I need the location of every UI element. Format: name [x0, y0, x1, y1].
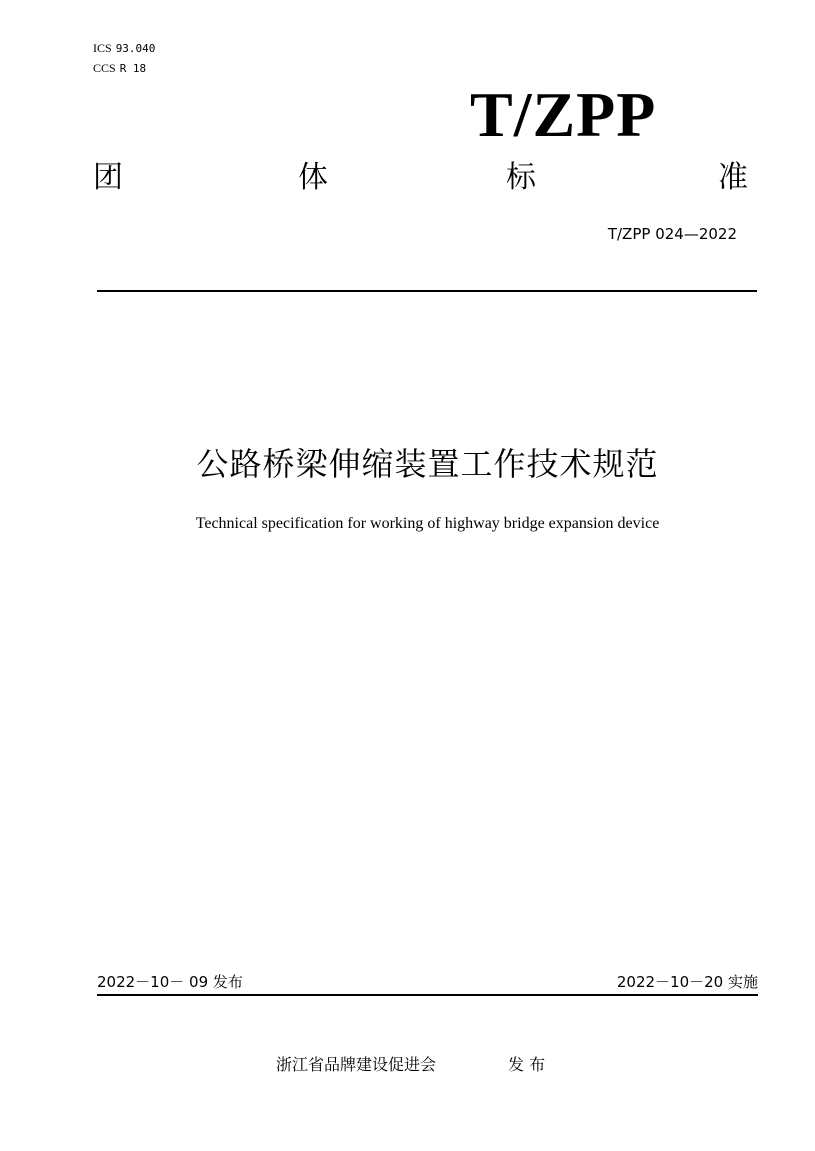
issue-date: 2022－10－ 09 发布	[97, 973, 243, 991]
header-divider	[97, 290, 757, 292]
standard-type-char-1: 团	[93, 160, 123, 195]
ics-code: 93.040	[115, 42, 156, 55]
document-title-chinese: 公路桥梁伸缩装置工作技术规范	[196, 445, 659, 483]
ccs-line	[93, 61, 146, 76]
standard-number: T/ZPP 024—2022	[607, 225, 737, 243]
standard-type-char-2: 体	[298, 160, 328, 195]
ccs-code: R 18	[119, 62, 147, 75]
ccs-label: CCS	[93, 61, 116, 75]
footer-divider	[97, 994, 758, 996]
ics-label: ICS	[93, 41, 112, 55]
publish-label: 发 布	[508, 1055, 546, 1074]
standard-logo: T/ZPP	[470, 79, 657, 150]
standard-type-char-4: 准	[718, 160, 748, 195]
implementation-date: 2022－10－20 实施	[616, 973, 758, 991]
standard-type-char-3: 标	[506, 160, 536, 195]
publisher-name: 浙江省品牌建设促进会	[276, 1055, 437, 1074]
ics-line	[93, 41, 155, 56]
document-title-english: Technical specification for working of highway bridge expansion device	[195, 515, 660, 532]
